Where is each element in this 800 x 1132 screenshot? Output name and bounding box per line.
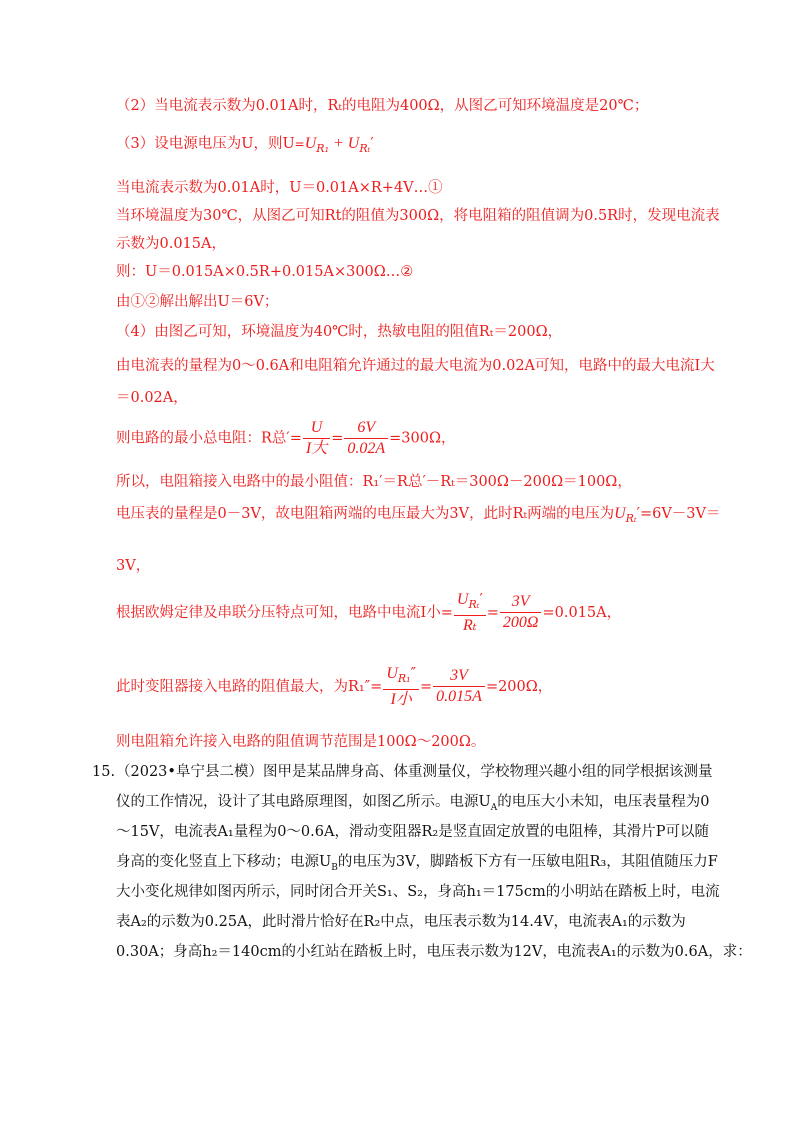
answer-line-current: 示数为0.015A， bbox=[116, 236, 226, 252]
question-line-3: ～15V，电流表A₁量程为0～0.6A，滑动变阻器R₂是竖直固定放置的电阻棒，其滑片P可以随 bbox=[116, 824, 709, 840]
fraction-3v-over-0015: $\frac{3V}{0.015A}$ bbox=[433, 666, 485, 707]
answer-line-3v: 3V， bbox=[116, 558, 151, 574]
question-line-6: 表A₂的示数为0.25A，此时滑片恰好在R₂中点，电压表示数为14.4V，电流表A₁的示数为 bbox=[116, 914, 686, 930]
question-number: 15. bbox=[92, 764, 116, 780]
answer-line-max-current-value: ＝0.02A， bbox=[116, 390, 188, 406]
question-line-2: 仪的工作情况，设计了其电路原理图，如图乙所示。电源$U_A$的电压大小未知，电压表量程为0 bbox=[116, 794, 710, 813]
answer-line-min-box: 所以，电阻箱接入电路中的最小阻值：R₁′＝R总′－Rₜ＝300Ω－200Ω＝100Ω， bbox=[116, 474, 632, 490]
fraction-ur1-over-imin: $\frac{U_{R_1}''}{\text{I小}}$ bbox=[383, 664, 419, 710]
answer-line-range: 则电阻箱允许接入电路的阻值调节范围是100Ω～200Ω。 bbox=[116, 734, 486, 750]
fraction-ur-over-rt: $\frac{U_{R_t}'}{\text{Rₜ}}$ bbox=[454, 590, 486, 636]
answer-line-3-formula: （3）设电源电压为U，则$U=U_{R_1} + U_{R_t}'$ bbox=[116, 135, 374, 155]
answer-line-max-box: 此时变阻器接入电路的阻值最大，为R₁″= $\frac{U_{R_1}''}{\text{I小}}$ = $\frac{3V}{0.015A}$ =200Ω， bbox=[116, 665, 553, 708]
answer-line-solve: 由①②解出解出U＝6V； bbox=[116, 294, 279, 310]
answer-line-2: （2）当电流表示数为0.01A时，Rₜ的电阻为400Ω，从图乙可知环境温度是20℃； bbox=[116, 98, 649, 114]
fraction-6v-over-002a: $\frac{6V}{0.02A}$ bbox=[344, 418, 388, 459]
question-line-5: 大小变化规律如图丙所示，同时闭合开关S₁、S₂，身高h₁＝175cm的小明站在踏板上时，电流 bbox=[116, 884, 720, 900]
answer-line-30c: 当环境温度为30℃，从图乙可知Rt的阻值为300Ω，将电阻箱的阻值调为0.5R时，发现电流表 bbox=[116, 208, 720, 224]
answer-line-max-current: 由电流表的量程为0～0.6A和电阻箱允许通过的最大电流为0.02A可知，电路中的最大电流I大 bbox=[116, 358, 715, 374]
fraction-u-over-i: $\frac{U}{\text{I大}}$ bbox=[303, 418, 330, 459]
question-line-7: 0.30A；身高h₂＝140cm的小红站在踏板上时，电压表示数为12V，电流表A₁的示数为0.6A，求： bbox=[116, 944, 752, 960]
fraction-3v-over-200: $\frac{3V}{200\Omega}$ bbox=[500, 592, 542, 633]
answer-line-part-4: （4）由图乙可知，环境温度为40℃时，热敏电阻的阻值Rₜ＝200Ω， bbox=[116, 324, 563, 340]
question-line-4: 身高的变化竖直上下移动；电源$U_B$的电压为3V，脚踏板下方有一压敏电阻R₃，其阻值随压力F bbox=[116, 854, 718, 873]
answer-line-min-resistance: 则电路的最小总电阻：R总′= $\frac{U}{\text{I大}}$ = $\frac{6V}{0.02A}$ =300Ω， bbox=[116, 419, 456, 457]
answer-line-voltmeter: 电压表的量程是0－3V，故电阻箱两端的电压最大为3V，此时Rₜ两端的电压为$U_{R_t}'=6V-3V=$ bbox=[116, 505, 721, 525]
answer-line-equation-1: 当电流表示数为0.01A时，U＝0.01A×R+4V…① bbox=[116, 180, 443, 196]
answer-line-min-current: 根据欧姆定律及串联分压特点可知，电路中电流I小= $\frac{U_{R_t}'}{\text{Rₜ}}$ = $\frac{3V}{200\Omega}$ =0.015A， bbox=[116, 591, 622, 634]
answer-line-equation-2: 则：U＝0.015A×0.5R+0.015A×300Ω…② bbox=[116, 264, 414, 280]
question-line-1: （2023•阜宁县二模）图甲是某品牌身高、体重测量仪，学校物理兴趣小组的同学根据该测量 bbox=[116, 764, 713, 780]
